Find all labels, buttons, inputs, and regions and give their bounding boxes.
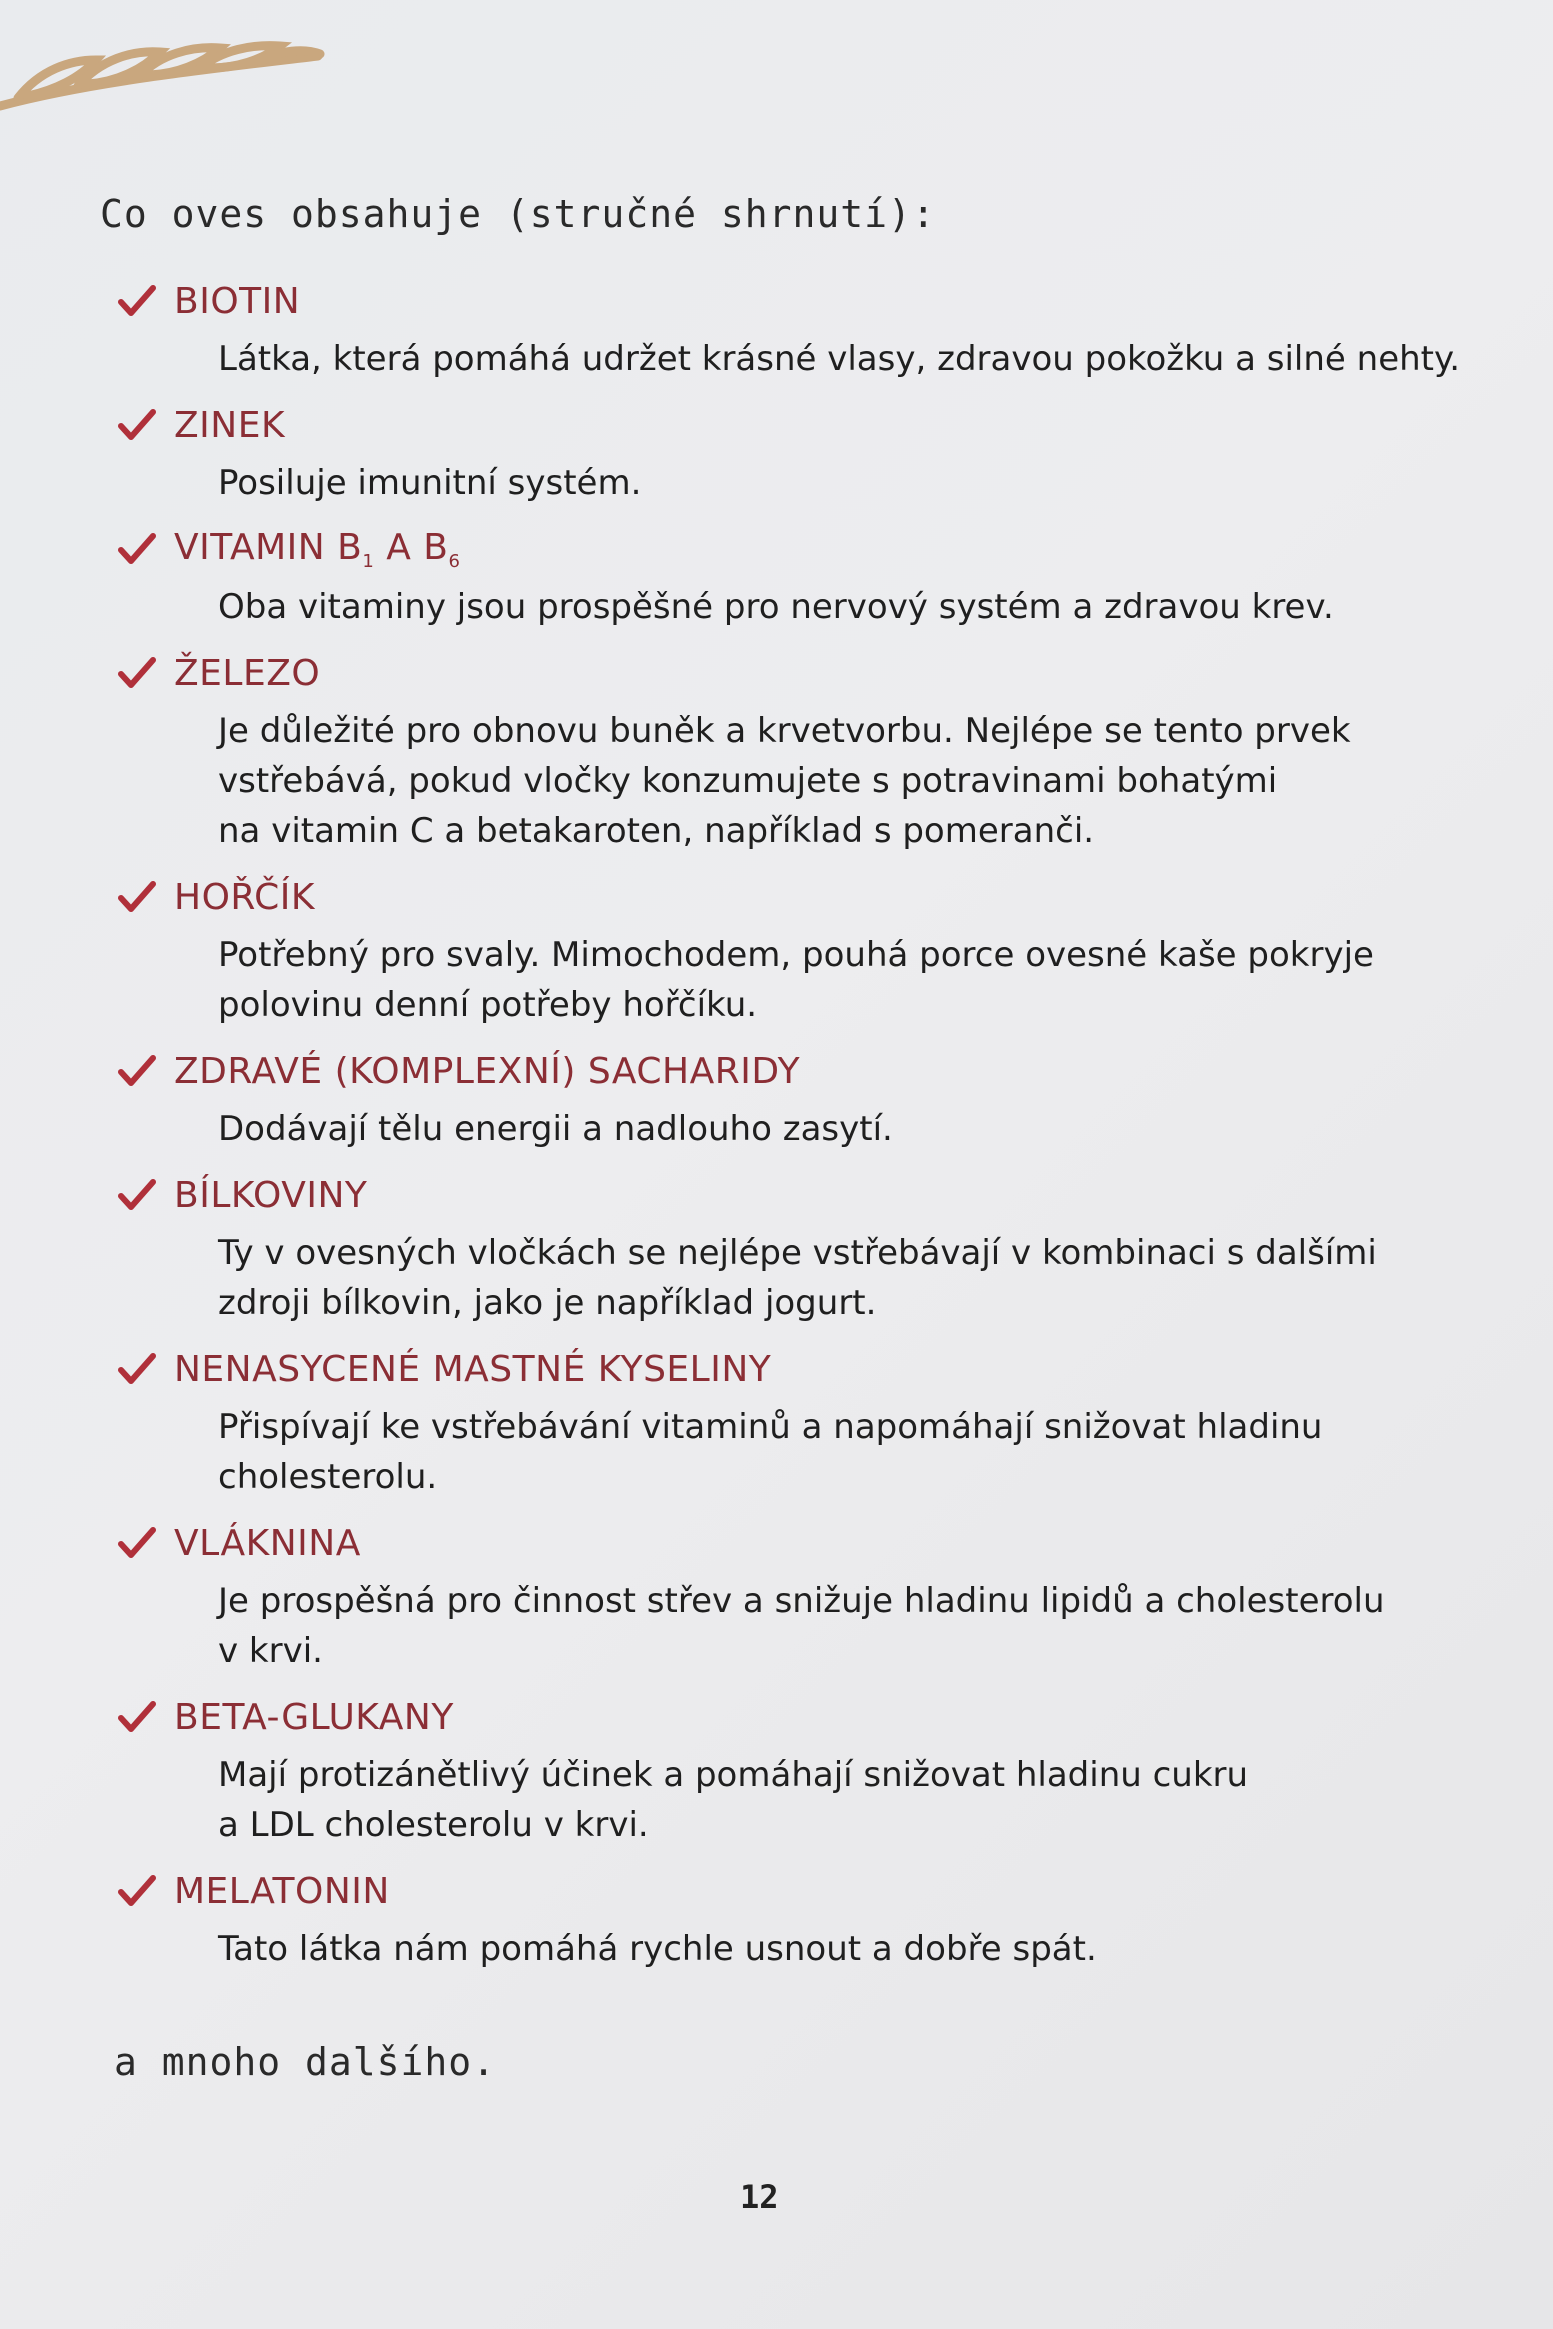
- checkmark-icon: [118, 1178, 156, 1212]
- item-title: NENASYCENÉ MASTNÉ KYSELINY: [174, 1348, 772, 1390]
- item-title-row: [118, 1862, 1418, 1920]
- subscript-6: 6: [448, 550, 461, 572]
- list-item: [118, 520, 1418, 632]
- item-description: [218, 582, 1448, 632]
- item-title-row: [118, 520, 1418, 578]
- item-title-row: [118, 1166, 1418, 1224]
- description-line: Látka, která pomáhá udržet krásné vlasy, zdravou pokožku a silné nehty.: [218, 339, 1461, 379]
- checkmark-icon: [118, 1352, 156, 1386]
- item-description: [218, 930, 1448, 1030]
- item-title: ŽELEZO: [174, 652, 321, 694]
- checkmark-icon: [118, 284, 156, 318]
- list-item: [118, 1340, 1418, 1502]
- title-prefix: VITAMIN B: [174, 526, 363, 568]
- nutrient-list: [118, 272, 1461, 1986]
- description-line: Ty v ovesných vločkách se nejlépe vstřebávají v kombinaci s dalšími: [218, 1233, 1377, 1273]
- item-title: [174, 527, 460, 572]
- list-item: [118, 1042, 1418, 1154]
- description-line: Posiluje imunitní systém.: [218, 463, 642, 503]
- checkmark-icon: [118, 1874, 156, 1908]
- description-line: a LDL cholesterolu v krvi.: [218, 1805, 649, 1845]
- page-heading: Co oves obsahuje (stručné shrnutí):: [100, 192, 936, 236]
- item-title: BETA-GLUKANY: [174, 1696, 454, 1738]
- checkmark-icon: [118, 1054, 156, 1088]
- item-title-row: [118, 1688, 1418, 1746]
- description-line: vstřebává, pokud vločky konzumujete s potravinami bohatými: [218, 761, 1278, 801]
- checkmark-icon: [118, 1526, 156, 1560]
- item-title-row: [118, 868, 1418, 926]
- item-title-row: [118, 396, 1418, 454]
- item-description: [218, 706, 1448, 856]
- description-line: Mají protizánětlivý účinek a pomáhají snižovat hladinu cukru: [218, 1755, 1249, 1795]
- item-description: [218, 1750, 1448, 1850]
- item-title: ZINEK: [174, 404, 286, 446]
- checkmark-icon: [118, 1700, 156, 1734]
- item-description: [218, 334, 1461, 384]
- item-title: MELATONIN: [174, 1870, 390, 1912]
- page-number: 12: [740, 2178, 779, 2216]
- list-item: [118, 868, 1418, 1030]
- item-title: HOŘČÍK: [174, 876, 315, 918]
- item-title: ZDRAVÉ (KOMPLEXNÍ) SACHARIDY: [174, 1050, 801, 1092]
- list-item: [118, 1862, 1418, 1974]
- item-title-row: [118, 644, 1418, 702]
- list-item: [118, 1166, 1418, 1328]
- list-item: [118, 644, 1418, 856]
- description-line: na vitamin C a betakaroten, například s pomeranči.: [218, 811, 1095, 851]
- checkmark-icon: [118, 880, 156, 914]
- description-line: v krvi.: [218, 1631, 323, 1671]
- closing-text: a mnoho dalšího.: [114, 2040, 497, 2084]
- item-title: BÍLKOVINY: [174, 1174, 368, 1216]
- description-line: Je prospěšná pro činnost střev a snižuje hladinu lipidů a cholesterolu: [218, 1581, 1385, 1621]
- item-title: VLÁKNINA: [174, 1522, 361, 1564]
- wheat-ornament-icon: [0, 20, 330, 120]
- checkmark-icon: [118, 532, 156, 566]
- subscript-1: 1: [362, 550, 375, 572]
- item-title-row: [118, 1042, 1418, 1100]
- description-line: Přispívají ke vstřebávání vitaminů a napomáhají snižovat hladinu: [218, 1407, 1323, 1447]
- item-title-row: [118, 1340, 1418, 1398]
- item-description: [218, 1576, 1448, 1676]
- item-title-row: [118, 272, 1418, 330]
- description-line: Tato látka nám pomáhá rychle usnout a dobře spát.: [218, 1929, 1097, 1969]
- item-description: [218, 458, 1448, 508]
- item-description: [218, 1924, 1448, 1974]
- description-line: zdroji bílkovin, jako je například jogurt.: [218, 1283, 877, 1323]
- item-description: [218, 1104, 1448, 1154]
- description-line: cholesterolu.: [218, 1457, 438, 1497]
- description-line: Dodávají tělu energii a nadlouho zasytí.: [218, 1109, 893, 1149]
- description-line: Oba vitaminy jsou prospěšné pro nervový systém a zdravou krev.: [218, 587, 1334, 627]
- description-line: Potřebný pro svaly. Mimochodem, pouhá porce ovesné kaše pokryje: [218, 935, 1374, 975]
- description-line: Je důležité pro obnovu buněk a krvetvorbu. Nejlépe se tento prvek: [218, 711, 1351, 751]
- list-item: [118, 272, 1461, 384]
- item-title-row: [118, 1514, 1418, 1572]
- list-item: [118, 1688, 1418, 1850]
- list-item: [118, 1514, 1418, 1676]
- description-line: polovinu denní potřeby hořčíku.: [218, 985, 758, 1025]
- checkmark-icon: [118, 408, 156, 442]
- checkmark-icon: [118, 656, 156, 690]
- title-middle: A B: [374, 526, 449, 568]
- item-description: [218, 1402, 1448, 1502]
- list-item: [118, 396, 1418, 508]
- item-title: BIOTIN: [174, 280, 301, 322]
- item-description: [218, 1228, 1448, 1328]
